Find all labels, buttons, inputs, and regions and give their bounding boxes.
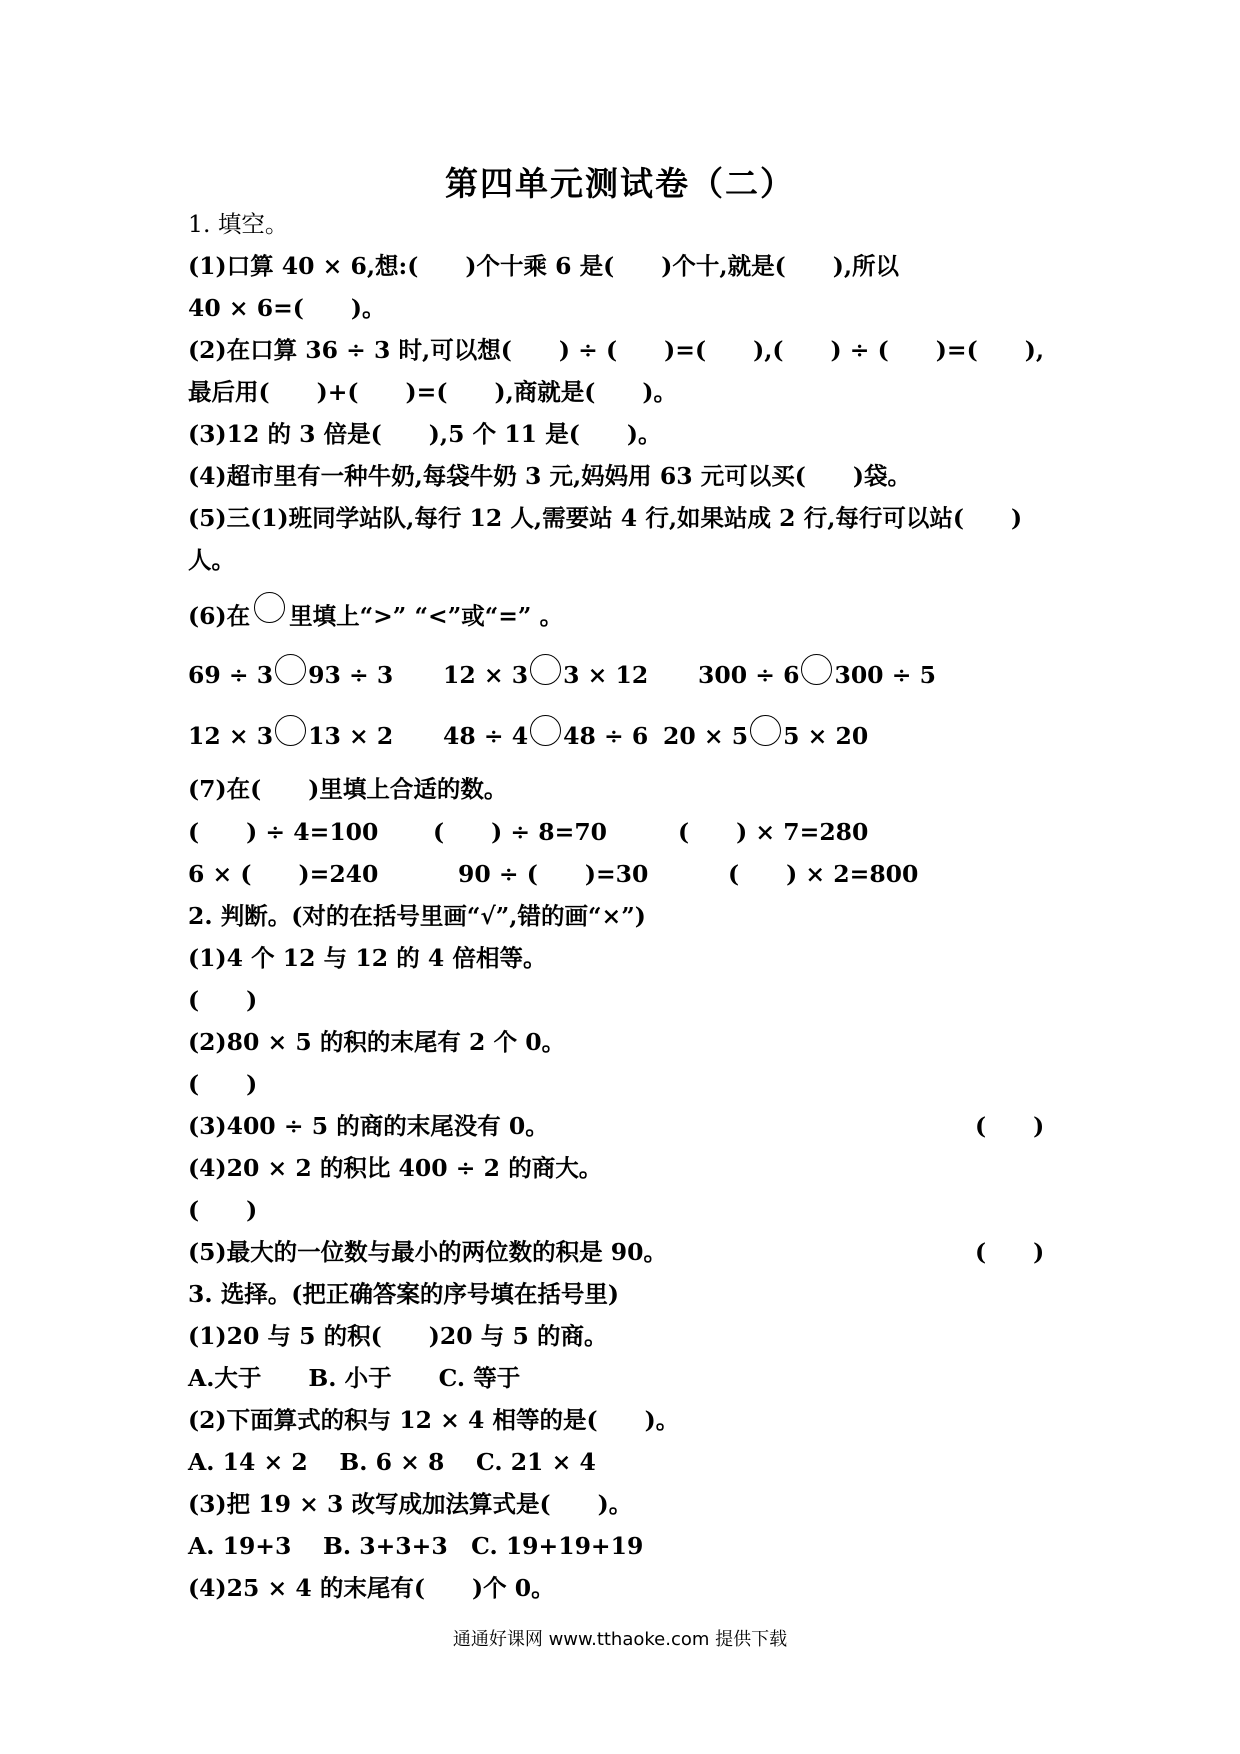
s1-q6-instruction: [188, 600, 563, 633]
fill-item: ( ) ÷ 8=70: [433, 818, 608, 846]
s1-q4: (4)超市里有一种牛奶,每袋牛奶 3 元,妈妈用 63 元可以买( )袋。: [188, 462, 911, 490]
s2-q2-answer[interactable]: ( ): [188, 1070, 258, 1098]
s2-q3-answer[interactable]: ( ): [975, 1112, 1045, 1140]
compare-left: 12 × 3: [188, 722, 274, 750]
fill-item: ( ) × 2=800: [728, 860, 919, 888]
s1-q6-suffix: 里填上“>” “<”或“=” 。: [289, 602, 564, 630]
s1-q5-line1: (5)三(1)班同学站队,每行 12 人,需要站 4 行,如果站成 2 行,每行可以站( ): [188, 504, 1023, 532]
s3-q2: (2)下面算式的积与 12 × 4 相等的是( )。: [188, 1406, 680, 1434]
answer-circle[interactable]: [275, 654, 306, 685]
s2-q4-answer[interactable]: ( ): [188, 1196, 258, 1224]
s2-q5-answer[interactable]: ( ): [975, 1238, 1045, 1266]
s1-q1-line2: 40 × 6=( )。: [188, 294, 386, 322]
page-title: 第四单元测试卷（二）: [445, 164, 795, 203]
s1-q3: (3)12 的 3 倍是( ),5 个 11 是( )。: [188, 420, 662, 448]
compare-left: 300 ÷ 6: [698, 661, 800, 689]
answer-circle[interactable]: [275, 715, 306, 746]
answer-circle[interactable]: [801, 654, 832, 685]
compare-left: 20 × 5: [663, 722, 749, 750]
compare-item: [443, 716, 648, 756]
compare-right: 300 ÷ 5: [834, 661, 936, 689]
s2-q3: (3)400 ÷ 5 的商的末尾没有 0。: [188, 1112, 549, 1140]
fill-item: 6 × ( )=240: [188, 860, 379, 888]
s2-q4: (4)20 × 2 的积比 400 ÷ 2 的商大。: [188, 1154, 603, 1182]
compare-item: [188, 655, 393, 695]
s1-q1-line1: (1)口算 40 × 6,想:( )个十乘 6 是( )个十,就是( ),所以: [188, 252, 900, 280]
compare-item: [698, 655, 936, 695]
s3-q3-options: A. 19+3 B. 3+3+3 C. 19+19+19: [188, 1532, 644, 1560]
fill-item: 90 ÷ ( )=30: [458, 860, 649, 888]
compare-left: 12 × 3: [443, 661, 529, 689]
compare-right: 13 × 2: [308, 722, 394, 750]
fill-item: ( ) × 7=280: [678, 818, 869, 846]
s1-q6-prefix: (6)在: [188, 602, 251, 630]
answer-circle[interactable]: [530, 654, 561, 685]
compare-right: 5 × 20: [783, 722, 869, 750]
circle-icon: [254, 592, 285, 623]
compare-item: [663, 716, 868, 756]
footer-source: 通通好课网 www.tthaoke.com 提供下载: [452, 1629, 788, 1650]
s1-q7: (7)在( )里填上合适的数。: [188, 775, 508, 803]
compare-right: 48 ÷ 6: [563, 722, 649, 750]
section1-heading: 1. 填空。: [188, 210, 289, 238]
compare-item: [188, 716, 393, 756]
answer-circle[interactable]: [530, 715, 561, 746]
compare-left: 48 ÷ 4: [443, 722, 529, 750]
s3-q1: (1)20 与 5 的积( )20 与 5 的商。: [188, 1322, 608, 1350]
s3-q1-options: A.大于 B. 小于 C. 等于: [188, 1364, 521, 1392]
s1-q5-line2: 人。: [188, 546, 235, 574]
section2-heading: 2. 判断。(对的在括号里画“√”,错的画“×”): [188, 902, 646, 930]
s1-q2-line2: 最后用( )+( )=( ),商就是( )。: [188, 378, 678, 406]
s3-q4: (4)25 × 4 的末尾有( )个 0。: [188, 1574, 555, 1602]
compare-item: [443, 655, 648, 695]
fill-item: ( ) ÷ 4=100: [188, 818, 379, 846]
compare-right: 3 × 12: [563, 661, 649, 689]
s2-q1: (1)4 个 12 与 12 的 4 倍相等。: [188, 944, 547, 972]
compare-left: 69 ÷ 3: [188, 661, 274, 689]
section3-heading: 3. 选择。(把正确答案的序号填在括号里): [188, 1280, 619, 1308]
answer-circle[interactable]: [750, 715, 781, 746]
s2-q2: (2)80 × 5 的积的末尾有 2 个 0。: [188, 1028, 566, 1056]
compare-right: 93 ÷ 3: [308, 661, 394, 689]
s2-q5: (5)最大的一位数与最小的两位数的积是 90。: [188, 1238, 667, 1266]
s3-q3: (3)把 19 × 3 改写成加法算式是( )。: [188, 1490, 633, 1518]
s1-q2-line1: (2)在口算 36 ÷ 3 时,可以想( ) ÷ ( )=( ),( ) ÷ ( )=( ),: [188, 336, 1045, 364]
s2-q1-answer[interactable]: ( ): [188, 986, 258, 1014]
s3-q2-options: A. 14 × 2 B. 6 × 8 C. 21 × 4: [188, 1448, 596, 1476]
